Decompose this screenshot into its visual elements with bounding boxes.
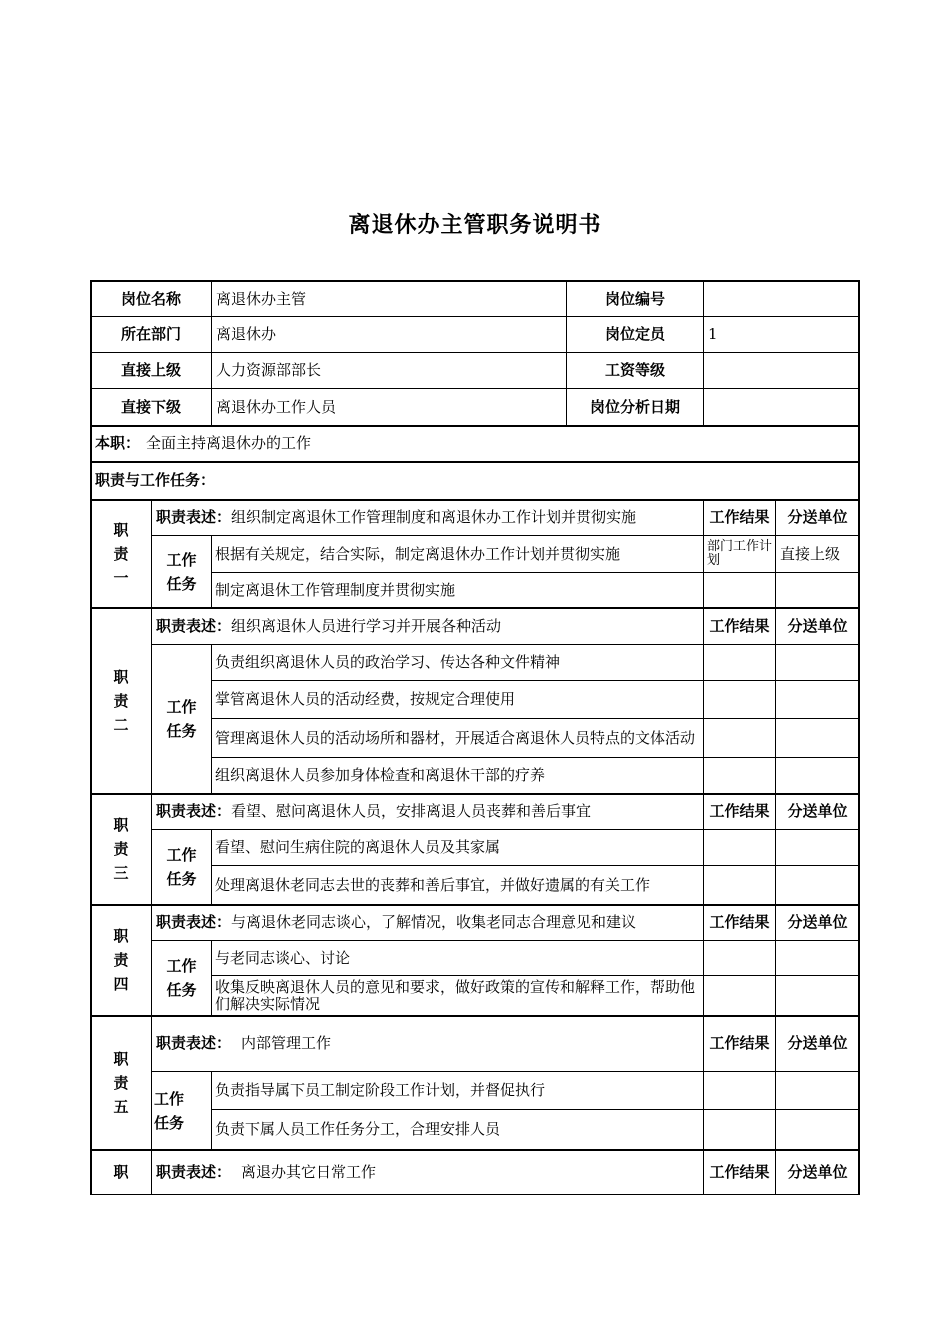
- page-title: 离退休办主管职务说明书: [348, 213, 602, 238]
- duty-name-5: [90, 1016, 152, 1150]
- task-send: [776, 681, 860, 719]
- subordinate-label-text: 直接下级: [120, 397, 181, 416]
- task-send: [776, 866, 860, 905]
- task-label-text: 工作 任务: [166, 550, 197, 593]
- statement-text: 看望、慰问离退休人员，安排离退人员丧葬和善后事宜: [231, 802, 592, 820]
- quota-value-text: 1: [708, 325, 718, 343]
- task-result: [704, 1072, 776, 1110]
- task-send-text: 直接上级: [780, 544, 841, 563]
- task-row-text: 组织离退休人员参加身体检查和离退休干部的疗养: [215, 766, 546, 784]
- task-result: [704, 645, 776, 681]
- statement-label: 职责表述：: [156, 1162, 232, 1181]
- task-row: [212, 941, 704, 976]
- task-row-text: 与老同志谈心、讨论: [215, 948, 351, 967]
- task-row-text: 处理离退休老同志去世的丧葬和善后事宜，并做好遗属的有关工作: [215, 875, 651, 894]
- task-row: [212, 719, 704, 758]
- statement-label: 职责表述：: [156, 508, 232, 526]
- result-header-text: 工作结果: [709, 1162, 770, 1181]
- task-row: [212, 758, 704, 794]
- task-send: [776, 573, 860, 608]
- duty-statement-5: [152, 1016, 704, 1072]
- dept-label-text: 所在部门: [120, 325, 181, 343]
- salary-label: [567, 353, 704, 389]
- superior-value-text: 人力资源部部长: [216, 361, 322, 379]
- duty-name-text: 职 责 五: [113, 1049, 129, 1116]
- duty-name-3: [90, 794, 152, 905]
- dept-label: [90, 317, 212, 353]
- statement-text: 内部管理工作: [241, 1034, 332, 1052]
- duty-name-text: 职 责 三: [113, 816, 129, 882]
- task-label-text: 工作 任务: [154, 1089, 185, 1132]
- task-row-text: 管理离退休人员的活动场所和器材，开展适合离退休人员特点的文体活动: [215, 728, 696, 747]
- task-send: [776, 536, 860, 573]
- task-label: [152, 1072, 212, 1150]
- statement-label: 职责表述：: [156, 802, 232, 820]
- statement-text: 组织制定离退休工作管理制度和离退休办工作计划并贯彻实施: [231, 508, 637, 526]
- send-header: [776, 608, 860, 645]
- duty-name-text: 职: [113, 1163, 129, 1181]
- send-header-text: 分送单位: [787, 1034, 848, 1052]
- salary-label-text: 工资等级: [604, 361, 665, 379]
- statement-text: 组织离退休人员进行学习并开展各种活动: [231, 616, 502, 635]
- result-header-text: 工作结果: [709, 913, 770, 931]
- task-result: [704, 536, 776, 573]
- task-row-text: 看望、慰问生病住院的离退休人员及其家属: [215, 838, 501, 856]
- task-send: [776, 976, 860, 1016]
- task-label-text: 工作 任务: [166, 698, 197, 740]
- post_name-value-text: 离退休办主管: [216, 289, 307, 308]
- task-label: [152, 536, 212, 608]
- dept-value-text: 离退休办: [216, 325, 277, 343]
- task-send: [776, 645, 860, 681]
- task-label-text: 工作 任务: [166, 846, 197, 888]
- task-row: [212, 681, 704, 719]
- post_code-value: [704, 282, 860, 317]
- task-result: [704, 1110, 776, 1150]
- duties-header-text: 职责与工作任务：: [95, 471, 216, 489]
- duty-name-6: [90, 1150, 152, 1195]
- send-header: [776, 1016, 860, 1072]
- result-header-text: 工作结果: [709, 616, 770, 635]
- send-header: [776, 905, 860, 941]
- quota-value: [704, 317, 860, 353]
- task-row-text: 掌管离退休人员的活动经费，按规定合理使用: [215, 690, 516, 708]
- task-result: [704, 976, 776, 1016]
- send-header: [776, 1150, 860, 1195]
- task-row: [212, 1072, 704, 1110]
- result-header-text: 工作结果: [709, 508, 770, 526]
- post_name-label-text: 岗位名称: [120, 289, 181, 308]
- send-header-text: 分送单位: [787, 616, 848, 635]
- analysis_date-label: [567, 389, 704, 426]
- task-send: [776, 830, 860, 866]
- subordinate-value-text: 离退休办工作人员: [216, 397, 337, 416]
- duty-name-1: [90, 500, 152, 608]
- result-header-text: 工作结果: [709, 802, 770, 820]
- task-result: [704, 830, 776, 866]
- duty-name-text: 职 责 二: [113, 667, 129, 734]
- task-row: [212, 866, 704, 905]
- duty-statement-1: [152, 500, 704, 536]
- task-row-text: 负责下属人员工作任务分工，合理安排人员: [215, 1120, 501, 1138]
- task-label-text: 工作 任务: [166, 957, 197, 999]
- task-result: [704, 681, 776, 719]
- result-header: [704, 608, 776, 645]
- task-label: [152, 941, 212, 1016]
- post_name-label: [90, 282, 212, 317]
- statement-text: 与离退休老同志谈心，了解情况，收集老同志合理意见和建议: [231, 913, 637, 931]
- duty-name-4: [90, 905, 152, 1016]
- subordinate-value: [212, 389, 567, 426]
- task-row-text: 收集反映离退休人员的意见和要求，做好政策的宣传和解释工作，帮助他们解决实际情况: [215, 977, 696, 1013]
- result-header: [704, 500, 776, 536]
- task-row: [212, 536, 704, 573]
- result-header: [704, 905, 776, 941]
- salary-value: [704, 353, 860, 389]
- task-row: [212, 830, 704, 866]
- task-row: [212, 645, 704, 681]
- main-duty-text: 全面主持离退休办的工作: [146, 434, 312, 452]
- superior-label: [90, 353, 212, 389]
- task-row-text: 制定离退休工作管理制度并贯彻实施: [215, 580, 456, 599]
- task-send: [776, 719, 860, 758]
- superior-label-text: 直接上级: [120, 361, 181, 379]
- task-send: [776, 1110, 860, 1150]
- send-header-text: 分送单位: [787, 802, 848, 820]
- duty-statement-2: [152, 608, 704, 645]
- main-duty-label: 本职：: [95, 434, 141, 452]
- dept-value: [212, 317, 567, 353]
- task-label: [152, 830, 212, 905]
- post_name-value: [212, 282, 567, 317]
- duty-name-text: 职 责 一: [113, 520, 129, 587]
- send-header-text: 分送单位: [787, 1162, 848, 1181]
- duty-name-text: 职 责 四: [113, 927, 129, 993]
- task-label: [152, 645, 212, 794]
- task-send: [776, 758, 860, 794]
- post_code-label: [567, 282, 704, 317]
- task-result: [704, 719, 776, 758]
- statement-label: 职责表述：: [156, 1034, 232, 1052]
- task-row-text: 负责组织离退休人员的政治学习、传达各种文件精神: [215, 653, 561, 671]
- result-header-text: 工作结果: [709, 1034, 770, 1052]
- subordinate-label: [90, 389, 212, 426]
- task-row: [212, 1110, 704, 1150]
- task-row: [212, 976, 704, 1016]
- task-send: [776, 1072, 860, 1110]
- task-row-text: 根据有关规定，结合实际，制定离退休办工作计划并贯彻实施: [215, 544, 621, 563]
- task-result: [704, 573, 776, 608]
- task-result: [704, 866, 776, 905]
- post_code-label-text: 岗位编号: [604, 289, 665, 308]
- send-header-text: 分送单位: [787, 913, 848, 931]
- result-header: [704, 794, 776, 830]
- task-send: [776, 941, 860, 976]
- analysis_date-value: [704, 389, 860, 426]
- task-row: [212, 573, 704, 608]
- duty-statement-4: [152, 905, 704, 941]
- statement-label: 职责表述：: [156, 913, 232, 931]
- quota-label-text: 岗位定员: [604, 325, 665, 343]
- send-header-text: 分送单位: [787, 508, 848, 526]
- superior-value: [212, 353, 567, 389]
- duty-statement-3: [152, 794, 704, 830]
- statement-text: 离退办其它日常工作: [241, 1162, 377, 1181]
- duty-name-2: [90, 608, 152, 794]
- quota-label: [567, 317, 704, 353]
- task-result: [704, 758, 776, 794]
- duty-statement-6: [152, 1150, 704, 1195]
- result-header: [704, 1150, 776, 1195]
- send-header: [776, 500, 860, 536]
- send-header: [776, 794, 860, 830]
- duties-header: [90, 462, 860, 500]
- task-result-text: 部门工作计划: [707, 539, 773, 568]
- task-row-text: 负责指导属下员工制定阶段工作计划，并督促执行: [215, 1081, 546, 1099]
- analysis_date-label-text: 岗位分析日期: [589, 397, 680, 416]
- result-header: [704, 1016, 776, 1072]
- main-duty-row: [90, 426, 860, 462]
- statement-label: 职责表述：: [156, 616, 232, 635]
- task-result: [704, 941, 776, 976]
